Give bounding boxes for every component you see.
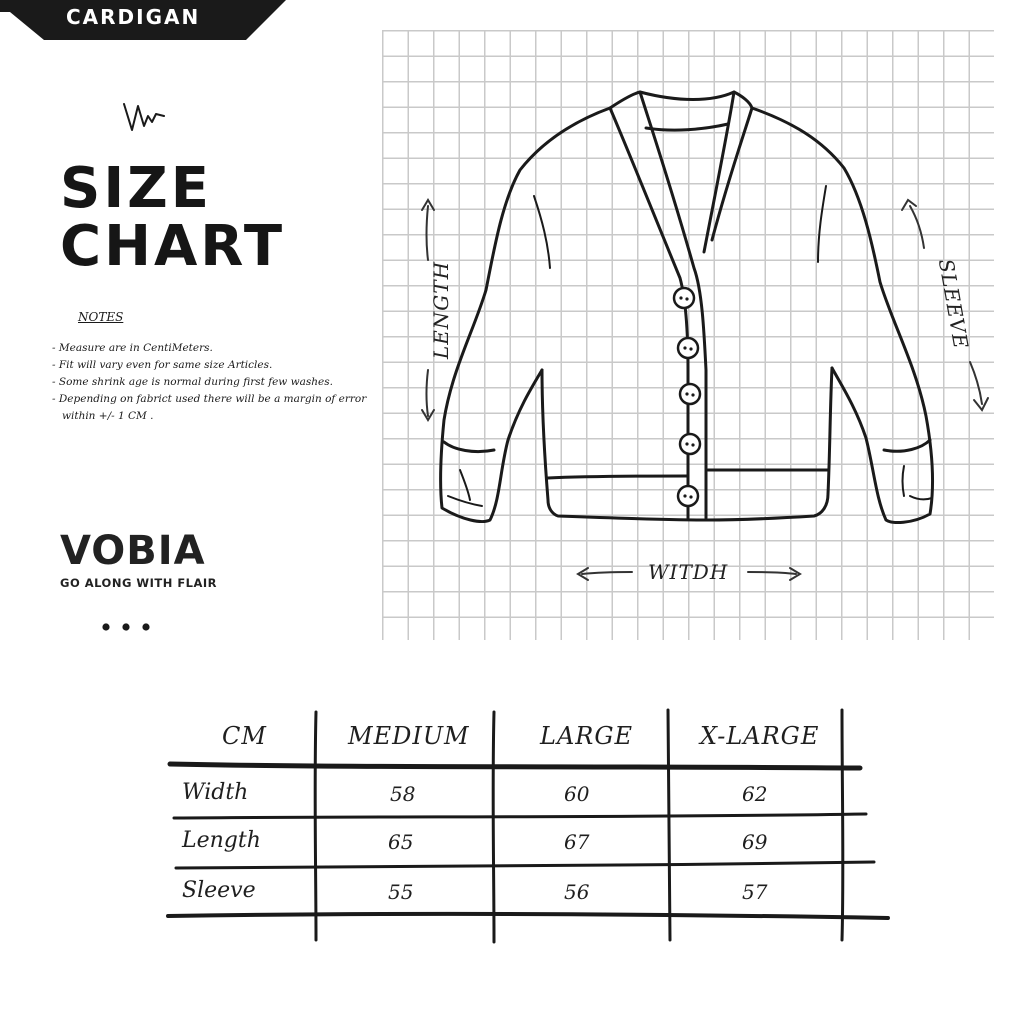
category-tag [0, 0, 290, 40]
cell-width-medium: 58 [390, 782, 416, 806]
note-item: - Some shrink age is normal during first few washes. [52, 374, 372, 391]
category-label: CARDIGAN [66, 5, 201, 29]
sleeve-label: SLEEVE [933, 256, 974, 352]
title-line-2: CHART [60, 214, 286, 279]
brand-tagline: GO ALONG WITH FLAIR [60, 576, 218, 590]
note-item: - Depending on fabrict used there will be a margin of error within +/- 1 CM . [52, 391, 372, 425]
cardigan-illustration [382, 30, 994, 640]
row-label-length: Length [182, 828, 261, 853]
width-label: WITDH [648, 560, 729, 584]
size-table [160, 700, 900, 950]
length-label: LENGTH [429, 260, 454, 360]
cell-width-large: 60 [564, 782, 590, 806]
cell-sleeve-xlarge: 57 [742, 880, 768, 904]
cell-sleeve-large: 56 [564, 880, 590, 904]
row-label-width: Width [182, 780, 249, 805]
page-title [60, 156, 286, 279]
pulse-icon [122, 100, 166, 136]
row-label-sleeve: Sleeve [182, 878, 256, 903]
cell-length-medium: 65 [388, 830, 414, 854]
note-item: - Measure are in CentiMeters. [52, 340, 372, 357]
cell-length-large: 67 [564, 830, 590, 854]
header-unit: CM [222, 722, 267, 750]
brand-logo: VOBIA [60, 528, 206, 574]
ellipsis-dots [100, 620, 156, 634]
notes-list [52, 340, 372, 425]
header-xlarge: X-LARGE [700, 722, 820, 750]
cell-sleeve-medium: 55 [388, 880, 414, 904]
cell-length-xlarge: 69 [742, 830, 768, 854]
header-large: LARGE [540, 722, 634, 750]
header-medium: MEDIUM [348, 722, 470, 750]
note-item: - Fit will vary even for same size Articles. [52, 357, 372, 374]
notes-heading: NOTES [78, 310, 124, 324]
title-line-1: SIZE [60, 156, 213, 221]
cell-width-xlarge: 62 [742, 782, 768, 806]
